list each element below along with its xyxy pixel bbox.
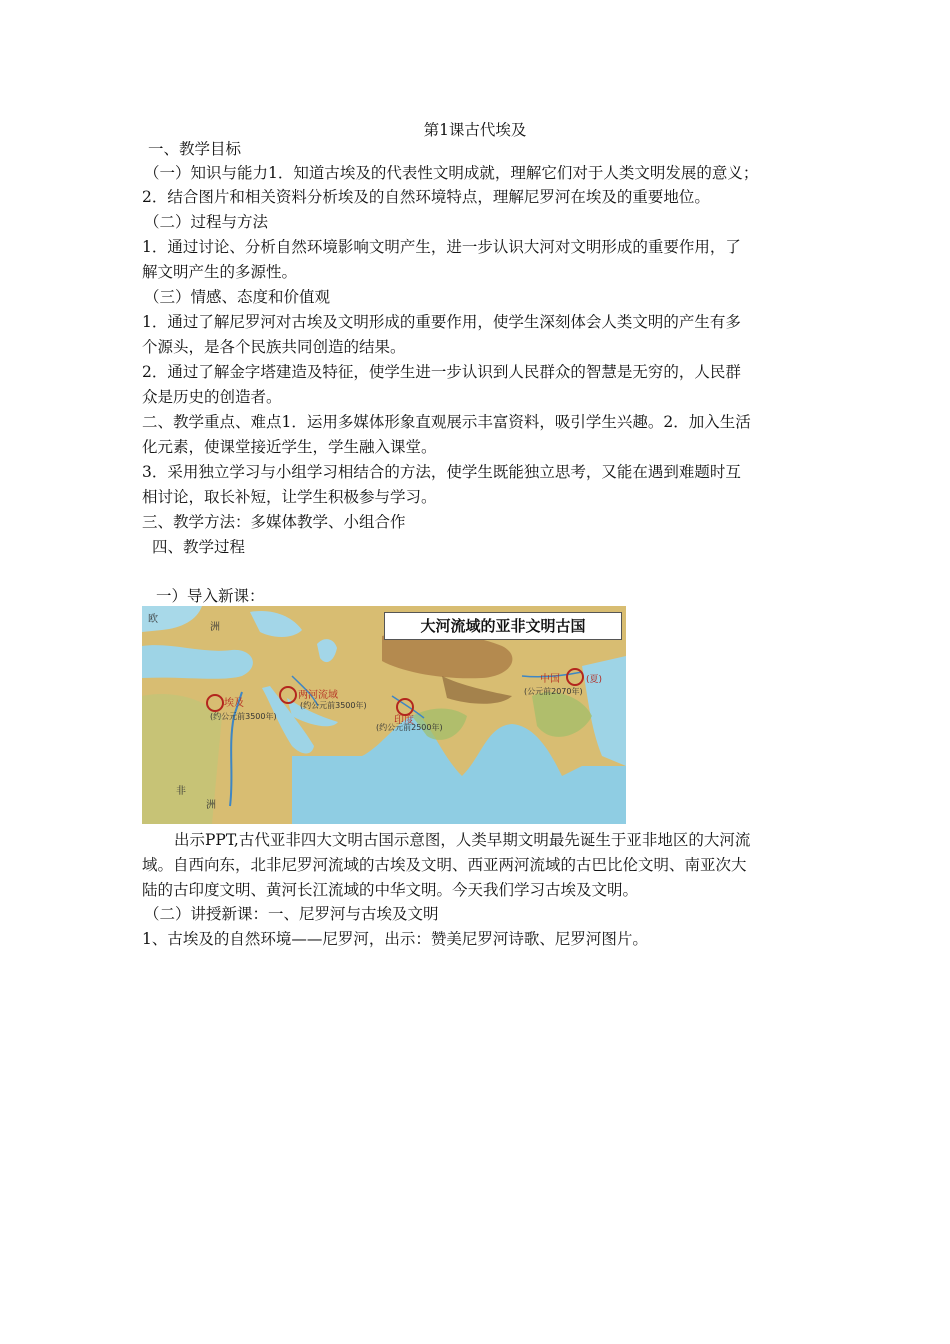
map-label-mesopotamia: 两河流域 [298,690,338,701]
mesopotamia-marker [279,686,297,704]
paragraph-line: 三、教学方法：多媒体教学、小组合作 [142,513,406,531]
paragraph-line: 2．通过了解金字塔建造及特征，使学生进一步认识到人民群众的智慧是无穷的，人民群 [142,363,741,381]
map-label-india: 印度 [394,715,414,726]
paragraph-line: 域。自西向东，北非尼罗河流域的古埃及文明、西亚两河流域的古巴比伦文明、南亚次大 [142,856,747,874]
paragraph-line: 1、古埃及的自然环境——尼罗河，出示：赞美尼罗河诗歌、尼罗河图片。 [142,930,648,948]
map-label-china: 中国 [540,674,560,685]
paragraph-line: （一）知识与能力1．知道古埃及的代表性文明成就，理解它们对于人类文明发展的意义； [144,164,759,182]
subsection-heading: （二）讲授新课：一、尼罗河与古埃及文明 [144,905,439,923]
paragraph-line: 3．采用独立学习与小组学习相结合的方法，使学生既能独立思考，又能在遇到难题时互 [142,463,741,481]
paragraph-line: 解文明产生的多源性。 [142,263,298,281]
paragraph-line: 化元素，使课堂接近学生，学生融入课堂。 [142,438,437,456]
map-title: 大河流域的亚非文明古国 [384,612,622,640]
china-marker [566,668,584,686]
section-heading: 一、教学目标 [148,140,242,158]
section-heading: 四、教学过程 [152,538,246,556]
subsection-heading: （二）过程与方法 [144,213,269,231]
paragraph-line: 2．结合图片和相关资料分析埃及的自然环境特点，理解尼罗河在埃及的重要地位。 [142,188,710,206]
subsection-heading: 一）导入新课： [156,587,265,605]
paragraph-line: 相讨论，取长补短，让学生积极参与学习。 [142,488,437,506]
map-label-egypt: 埃及 [224,698,244,709]
subsection-heading: （三）情感、态度和价值观 [144,288,331,306]
map-label-india-date: (约公元前2500年) [376,723,443,732]
map-label-mesopotamia-date: (约公元前3500年) [300,701,367,710]
paragraph-line: 陆的古印度文明、黄河长江流域的中华文明。今天我们学习古埃及文明。 [142,881,639,899]
paragraph-line: 个源头，是各个民族共同创造的结果。 [142,338,406,356]
map-label-egypt-date: (约公元前3500年) [210,712,277,721]
paragraph-line: 1．通过讨论、分析自然环境影响文明产生，进一步认识大河对文明形成的重要作用，了 [142,238,741,256]
paragraph-line: 1．通过了解尼罗河对古埃及文明形成的重要作用，使学生深刻体会人类文明的产生有多 [142,313,741,331]
map-label-china-date: (公元前2070年) [524,687,583,696]
map-label-china-xia: (夏) [586,675,603,685]
page-title: 第1课古代埃及 [423,121,527,139]
paragraph-line: 二、教学重点、难点1．运用多媒体形象直观展示丰富资料，吸引学生兴趣。2．加入生活 [142,413,751,431]
map-label-europe: 欧 [148,614,158,625]
paragraph-line: 出示PPT,古代亚非四大文明古国示意图，人类早期文明最先诞生于亚非地区的大河流 [174,831,751,849]
paragraph-line: 众是历史的创造者。 [142,388,282,406]
map-label-africa-2: 洲 [206,800,216,811]
egypt-marker [206,694,224,712]
map-label-europe-2: 洲 [210,622,220,633]
map-label-africa: 非 [176,786,186,797]
